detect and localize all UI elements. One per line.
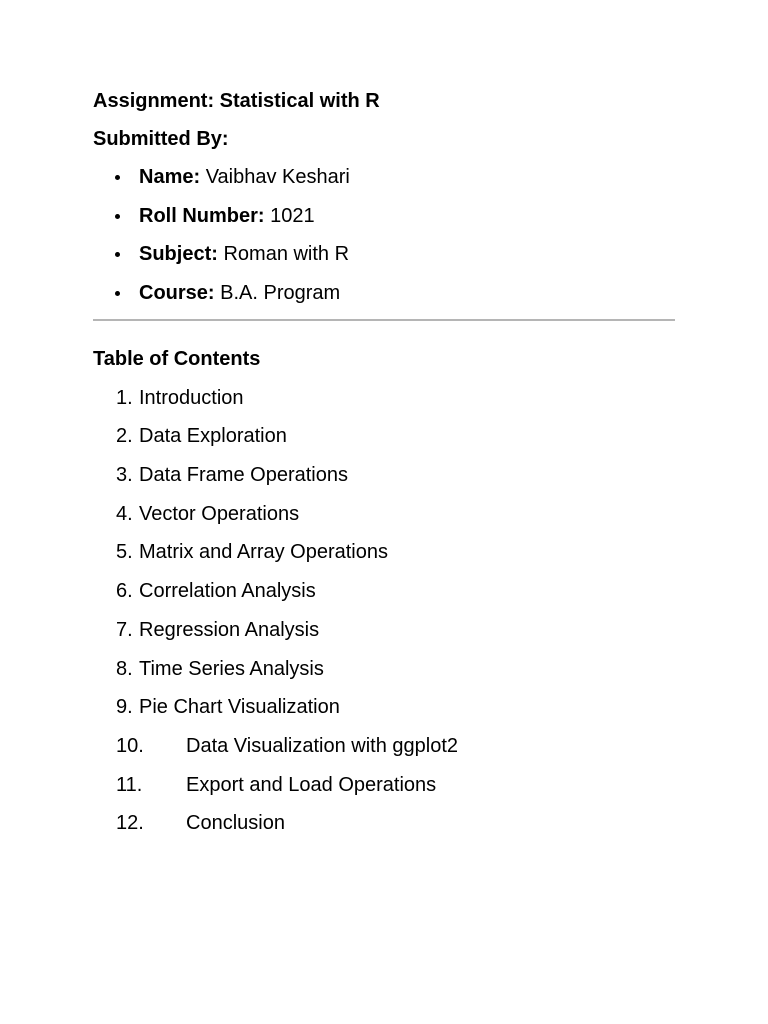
- detail-label: Name:: [139, 166, 201, 188]
- toc-item-text: Pie Chart Visualization: [139, 696, 340, 719]
- toc-list: [93, 384, 675, 838]
- toc-item-text: Conclusion: [186, 812, 285, 835]
- detail-value: Roman with R: [217, 243, 350, 266]
- toc-item-number: 7.: [116, 618, 133, 641]
- toc-item: [93, 461, 675, 489]
- submitter-details-list: [93, 163, 675, 307]
- detail-course: [93, 279, 675, 307]
- bullet-icon: [115, 291, 120, 296]
- detail-name: [93, 163, 675, 191]
- detail-value: Vaibhav Keshari: [200, 166, 350, 188]
- toc-item: [93, 771, 675, 799]
- table-of-contents: [93, 345, 675, 848]
- detail-label: Course:: [139, 282, 215, 305]
- toc-item-number: 4.: [116, 502, 133, 525]
- bullet-icon: [115, 175, 120, 180]
- toc-item-text: Regression Analysis: [139, 618, 320, 641]
- toc-item-number: 9.: [116, 696, 133, 719]
- detail-label: Roll Number:: [139, 204, 265, 227]
- toc-title: Table of Contents: [93, 348, 261, 370]
- detail-label: Subject:: [139, 243, 218, 266]
- toc-item-number: 10.: [116, 734, 144, 757]
- toc-item: [93, 577, 675, 605]
- toc-item-number: 5.: [116, 541, 133, 564]
- bullet-icon: [115, 214, 120, 219]
- toc-item-text: Vector Operations: [139, 502, 300, 525]
- toc-item-text: Export and Load Operations: [186, 773, 437, 796]
- submitted-by-heading: Submitted By:: [93, 128, 229, 150]
- toc-item: [93, 616, 675, 644]
- detail-value: B.A. Program: [214, 282, 341, 305]
- toc-item-number: 11.: [116, 773, 143, 796]
- toc-item-number: 12.: [116, 812, 144, 835]
- document-page: [93, 87, 675, 835]
- detail-subject: [93, 240, 675, 268]
- toc-item-text: Introduction: [139, 386, 244, 409]
- toc-item-number: 6.: [116, 580, 133, 603]
- horizontal-divider: [93, 319, 675, 321]
- toc-item-text: Correlation Analysis: [139, 580, 316, 603]
- toc-item-text: Data Visualization with ggplot2: [186, 734, 459, 757]
- toc-item-text: Time Series Analysis: [139, 657, 324, 680]
- toc-item-text: Matrix and Array Operations: [139, 541, 388, 564]
- detail-value: 1021: [264, 204, 315, 227]
- toc-item-number: 1.: [116, 386, 133, 409]
- toc-item: [93, 538, 675, 566]
- bullet-icon: [115, 252, 120, 257]
- toc-item: [93, 809, 675, 837]
- toc-item: [93, 732, 675, 760]
- toc-item: [93, 655, 675, 683]
- toc-item: [93, 384, 675, 412]
- assignment-title: Assignment: Statistical with R: [93, 90, 380, 112]
- toc-item-number: 2.: [116, 425, 133, 448]
- toc-item: [93, 693, 675, 721]
- toc-item: [93, 500, 675, 528]
- toc-item-number: 8.: [116, 657, 133, 680]
- toc-item-text: Data Frame Operations: [139, 464, 348, 487]
- toc-item: [93, 422, 675, 450]
- toc-item-number: 3.: [116, 464, 133, 487]
- toc-item-text: Data Exploration: [139, 425, 287, 448]
- detail-roll-number: [93, 202, 675, 230]
